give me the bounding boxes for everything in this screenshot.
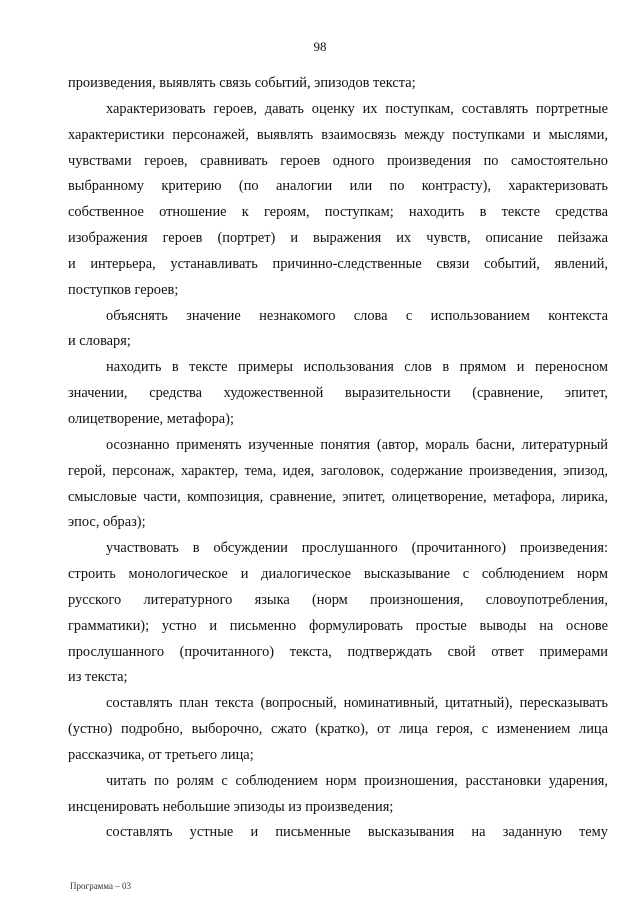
text-line: русского литературного языка (норм произношения, словоупотребления, (68, 591, 608, 608)
text-line: изображения героев (портрет) и выражения их чувств, описание пейзажа (68, 230, 608, 247)
text-line: чувствами героев, сравнивать героев одного произведения по самостоятельно (68, 152, 608, 169)
text-line: герой, персонаж, характер, тема, идея, заголовок, содержание произведения, эпизод, (68, 462, 608, 479)
text-line: характеристики персонажей, выявлять взаимосвязь между поступками и мыслями, (68, 126, 608, 143)
page-number: 98 (313, 39, 327, 54)
text-line: находить в тексте примеры использования слов в прямом и переносном (106, 359, 608, 376)
page-footer: Программа – 03 (70, 881, 132, 891)
text-line: эпос, образ); (68, 514, 146, 531)
text-line: читать по ролям с соблюдением норм произношения, расстановки ударения, (106, 772, 608, 789)
text-line: составлять устные и письменные высказывания на заданную тему (106, 824, 608, 841)
text-line: и интерьера, устанавливать причинно-следственные связи событий, явлений, (68, 255, 608, 272)
text-line: грамматики); устно и письменно формулировать простые выводы на основе (68, 617, 608, 634)
text-line: произведения, выявлять связь событий, эпизодов текста; (68, 75, 416, 91)
text-line: выбранному критерию (по аналогии или по контрасту), характеризовать (68, 178, 608, 195)
text-line: собственное отношение к героям, поступкам; находить в тексте средства (68, 204, 608, 221)
text-line: составлять план текста (вопросный, номинативный, цитатный), пересказывать (106, 695, 608, 712)
text-line: олицетворение, метафора); (68, 410, 234, 427)
text-line: характеризовать героев, давать оценку их поступкам, составлять портретные (106, 100, 608, 117)
text-line: (устно) подробно, выборочно, сжато (кратко), от лица героя, с изменением лица (68, 721, 608, 738)
text-line: объяснять значение незнакомого слова с использованием контекста (106, 307, 608, 324)
text-line: поступков героев; (68, 281, 179, 298)
text-line: значении, средства художественной выразительности (сравнение, эпитет, (68, 385, 608, 402)
text-line: рассказчика, от третьего лица; (68, 746, 254, 763)
text-line: инсценировать небольшие эпизоды из произведения; (68, 798, 394, 815)
text-line: строить монологическое и диалогическое высказывание с соблюдением норм (68, 566, 608, 583)
text-line: прослушанного (прочитанного) текста, подтверждать свой ответ примерами (68, 643, 608, 660)
body-text (68, 71, 608, 846)
text-line: и словаря; (68, 333, 131, 350)
text-line: осознанно применять изученные понятия (автор, мораль басни, литературный (106, 436, 608, 453)
text-line: из текста; (68, 669, 128, 686)
text-line: участвовать в обсуждении прослушанного (прочитанного) произведения: (106, 540, 608, 557)
text-line: смысловые части, композиция, сравнение, эпитет, олицетворение, метафора, лирика, (68, 488, 608, 505)
